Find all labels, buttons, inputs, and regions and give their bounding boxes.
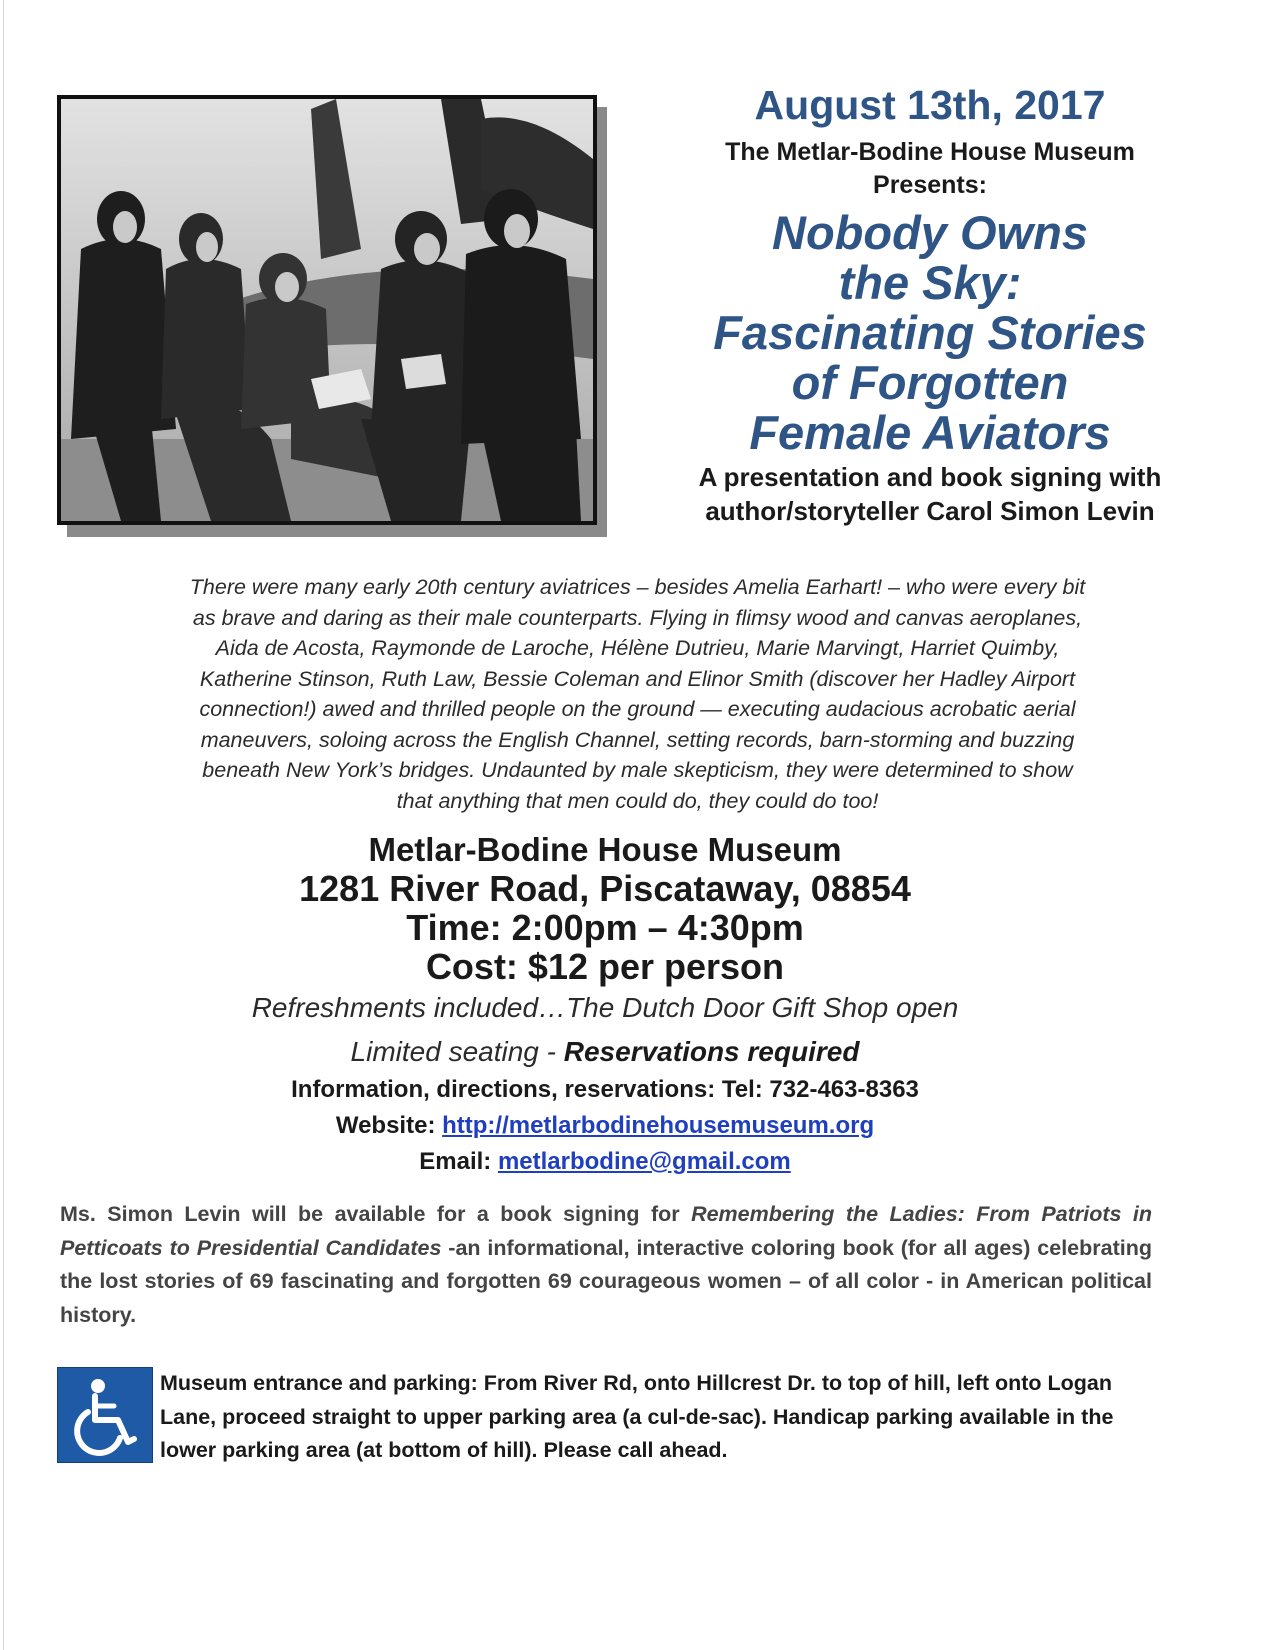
refreshments-note: Refreshments included…The Dutch Door Gift Shop open: [251, 992, 959, 1023]
presenter-name: The Metlar-Bodine House Museum: [725, 138, 1135, 166]
description-line: There were many early 20th century aviatrices – besides Amelia Earhart! – who were every bit: [189, 575, 1086, 599]
title-line: of Forgotten: [791, 356, 1069, 409]
title-line: Fascinating Stories: [713, 306, 1147, 359]
website-link[interactable]: http://metlarbodinehousemuseum.org: [442, 1112, 875, 1139]
contact-info: Information, directions, reservations: Tel: 732-463-8363: [291, 1076, 919, 1103]
signing-suffix: -an informational, interactive coloring book (for all ages) celebrating the lost stories of 69 fascinating and forgotten 69 courageous women – of all color - in American political history.: [60, 1235, 1152, 1327]
event-notes: [0, 986, 1210, 1074]
parking-directions: Museum entrance and parking: From River Rd, onto Hillcrest Dr. to top of hill, left onto Logan Lane, proceed straight to upper parking area (a cul-de-sac). Handicap parking available in the lower parking area (at bottom of hill). Please call ahead.: [160, 1371, 1114, 1462]
book-title: Remembering the Ladies: From Patriots in Petticoats to Presidential Candidates: [60, 1202, 1153, 1260]
subtitle-line: author/storyteller Carol Simon Levin: [705, 496, 1155, 526]
venue-details: [0, 830, 1210, 986]
description-line: as brave and daring as their male counterparts. Flying in flimsy wood and canvas aeroplanes,: [192, 605, 1083, 630]
wheelchair-icon: [57, 1367, 153, 1463]
presents-label: Presents:: [873, 171, 987, 199]
seating-note: [0, 1030, 1210, 1074]
title-line: Female Aviators: [749, 406, 1111, 459]
presenter-block: [630, 136, 1230, 202]
aviators-photo: [57, 95, 597, 525]
email-row: [0, 1144, 1210, 1180]
description-line: that anything that men could do, they could do too!: [396, 788, 879, 813]
wheelchair-icon-graphic: [58, 1368, 152, 1462]
website-row: [0, 1108, 1210, 1144]
signing-prefix: Ms. Simon Levin will be available for a book signing for: [60, 1202, 692, 1226]
title-line: the Sky:: [838, 256, 1022, 309]
event-title: [630, 208, 1230, 458]
venue-address: 1281 River Road, Piscataway, 08854: [299, 868, 911, 909]
aviators-photo-image: [61, 99, 593, 521]
website-label: Website:: [335, 1112, 443, 1139]
event-subtitle: [630, 460, 1230, 528]
event-cost: Cost: $12 per person: [425, 946, 785, 987]
book-signing-paragraph: [60, 1198, 1152, 1332]
title-line: Nobody Owns: [772, 206, 1088, 259]
contact-block: [0, 1072, 1210, 1180]
description-line: connection!) awed and thrilled people on the ground — executing audacious acrobatic aerial: [199, 697, 1076, 721]
event-time: Time: 2:00pm – 4:30pm: [406, 907, 804, 948]
email-label: Email:: [419, 1148, 498, 1175]
venue-name: Metlar-Bodine House Museum: [368, 831, 842, 868]
description-line: maneuvers, soloing across the English Channel, setting records, barn-storming and buzzing: [200, 727, 1075, 752]
page-edge: [3, 0, 4, 1650]
event-description: [55, 572, 1220, 816]
subtitle-line: A presentation and book signing with: [698, 462, 1162, 492]
reservations-required: Reservations required: [563, 1036, 860, 1067]
photo-frame: [57, 95, 597, 525]
description-line: beneath New York’s bridges. Undaunted by male skepticism, they were determined to show: [202, 758, 1073, 782]
event-date: August 13th, 2017: [754, 82, 1106, 128]
email-link[interactable]: metlarbodine@gmail.com: [497, 1148, 791, 1175]
seating-prefix: Limited seating -: [350, 1036, 564, 1067]
description-line: Aida de Acosta, Raymonde de Laroche, Hélène Dutrieu, Marie Marvingt, Harriet Quimby,: [215, 636, 1060, 660]
description-line: Katherine Stinson, Ruth Law, Bessie Coleman and Elinor Smith (discover her Hadley Airport: [199, 666, 1076, 691]
